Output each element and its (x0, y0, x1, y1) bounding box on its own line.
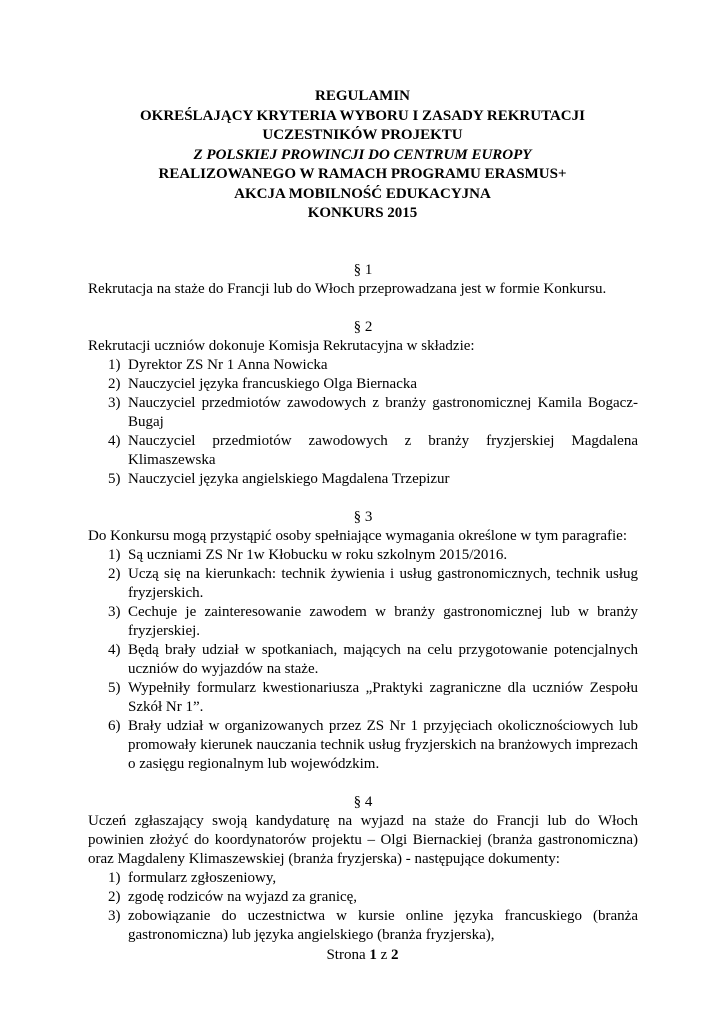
list-text: Dyrektor ZS Nr 1 Anna Nowicka (128, 357, 328, 373)
title-line: REALIZOWANEGO W RAMACH PROGRAMU ERASMUS+ (158, 166, 567, 182)
list-text: Nauczyciel języka francuskiego Olga Biernacka (128, 376, 418, 392)
list-item (88, 888, 638, 907)
list-number: 6) (108, 718, 121, 734)
total-page-count: 2 (391, 947, 399, 963)
list-item (88, 717, 638, 774)
list-number: 5) (108, 680, 121, 696)
page-footer (0, 946, 725, 965)
current-page-number: 1 (369, 947, 377, 963)
document-title (88, 87, 637, 224)
section-mark: § 3 (353, 509, 373, 525)
list-text: zgodę rodziców na wyjazd za granicę, (128, 889, 358, 905)
title-line: KONKURS 2015 (307, 205, 418, 221)
list-item (88, 603, 638, 641)
requirements-list (88, 546, 638, 774)
list-number: 2) (108, 376, 121, 392)
section-paragraph: Rekrutacji uczniów dokonuje Komisja Rekrutacyjna w składzie: (88, 338, 475, 354)
list-item (88, 907, 638, 945)
page-separator: z (380, 947, 388, 963)
committee-list (88, 356, 638, 489)
list-item (88, 470, 638, 489)
list-item (88, 641, 638, 679)
list-item (88, 375, 638, 394)
list-number: 3) (108, 604, 121, 620)
list-item (88, 394, 638, 432)
section-mark: § 4 (353, 794, 373, 810)
section-paragraph: Uczeń zgłaszający swoją kandydaturę na wyjazd na staże do Francji lub do Włoch powinien złożyć do koordynatorów projektu – Olgi Biernackiej (branża gastronomiczna) oraz Magdaleny Klimaszewskiej (branża fryzjerska) - następujące dokumenty: (88, 813, 638, 867)
section-paragraph: Do Konkursu mogą przystąpić osoby spełniające wymagania określone w tym paragrafie: (88, 528, 628, 544)
list-item (88, 869, 638, 888)
list-text: Będą brały udział w spotkaniach, mających na celu przygotowanie potencjalnych uczniów do wyjazdów na staże. (128, 642, 638, 677)
list-text: Są uczniami ZS Nr 1w Kłobucku w roku szkolnym 2015/2016. (128, 547, 508, 563)
title-line: OKREŚLAJĄCY KRYTERIA WYBORU I ZASADY REKRUTACJI (140, 107, 585, 124)
section-mark: § 1 (353, 262, 373, 278)
list-item (88, 546, 638, 565)
list-item (88, 679, 638, 717)
title-line: REGULAMIN (314, 88, 410, 104)
list-text: Nauczyciel przedmiotów zawodowych z branży fryzjerskiej Magdalena Klimaszewska (128, 433, 638, 468)
list-item (88, 356, 638, 375)
document-body (88, 261, 638, 945)
section-mark: § 2 (353, 319, 373, 335)
list-number: 1) (108, 547, 121, 563)
list-number: 1) (108, 357, 121, 373)
title-line: UCZESTNIKÓW PROJEKTU (262, 127, 463, 143)
list-text: Cechuje je zainteresowanie zawodem w branży gastronomicznej lub w branży fryzjerskiej. (128, 604, 638, 639)
title-line: AKCJA MOBILNOŚĆ EDUKACYJNA (234, 185, 491, 202)
list-number: 2) (108, 889, 121, 905)
list-number: 3) (108, 908, 121, 924)
section-paragraph: Rekrutacja na staże do Francji lub do Włoch przeprowadzana jest w formie Konkursu. (88, 281, 607, 297)
list-number: 1) (108, 870, 121, 886)
list-item (88, 432, 638, 470)
list-text: Nauczyciel języka angielskiego Magdalena Trzepizur (128, 471, 450, 487)
page-label: Strona (326, 947, 366, 963)
list-text: Nauczyciel przedmiotów zawodowych z branży gastronomicznej Kamila Bogacz-Bugaj (128, 395, 638, 430)
list-text: Uczą się na kierunkach: technik żywienia i usług gastronomicznych, technik usług fryzjerskich. (128, 566, 638, 601)
list-number: 2) (108, 566, 121, 582)
project-name: Z POLSKIEJ PROWINCJI DO CENTRUM EUROPY (193, 146, 532, 163)
list-number: 5) (108, 471, 121, 487)
list-number: 4) (108, 642, 121, 658)
list-text: zobowiązanie do uczestnictwa w kursie online języka francuskiego (branża gastronomiczna) lub języka angielskiego (branża fryzjerska), (128, 908, 638, 943)
list-text: formularz zgłoszeniowy, (128, 870, 277, 886)
list-number: 4) (108, 433, 121, 449)
documents-list (88, 869, 638, 945)
list-text: Wypełniły formularz kwestionariusza „Praktyki zagraniczne dla uczniów Zespołu Szkół Nr 1”. (128, 680, 638, 715)
list-number: 3) (108, 395, 121, 411)
list-item (88, 565, 638, 603)
list-text: Brały udział w organizowanych przez ZS Nr 1 przyjęciach okolicznościowych lub promowały kierunek nauczania technik usług fryzjerskich na branżowych imprezach o zasięgu regionalnym lub wojewódzkim. (128, 718, 638, 772)
